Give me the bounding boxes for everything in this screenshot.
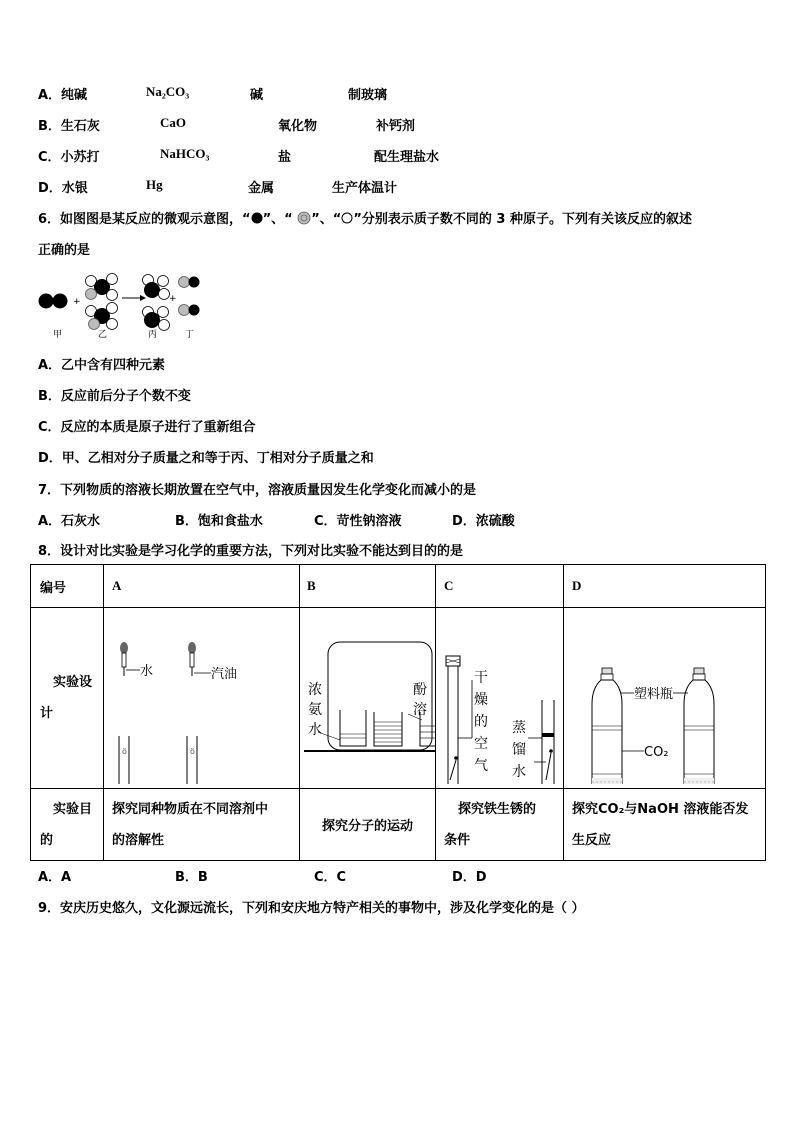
option-use: 制玻璃 [348,88,388,103]
option-label: A．纯碱 [38,88,88,103]
gray-atom-icon [297,211,311,225]
q6-stem-line2: 正确的是 [38,243,91,258]
option-category: 碱 [250,88,264,103]
option-label: D．水银 [38,181,88,196]
q8-option-b: B．B [175,870,208,885]
label-ding: 丁 [185,330,195,340]
plus-icon: + [169,294,177,304]
diagram-b [300,608,435,784]
test-tube-icon [187,736,197,784]
design-label [31,667,103,729]
label-line: 的 [40,832,54,848]
q6-stem-line1 [38,208,692,227]
table-row-design [31,608,766,789]
header-cell-number: 编号 [40,580,67,596]
black-atom-icon [251,212,263,224]
white-atom-icon [341,212,353,224]
q7-option-c: C．苛性钠溶液 [314,514,402,529]
purpose-line: 生反应 [572,832,612,848]
experiment-table [30,564,766,861]
label-distilled-water: 水 [512,764,526,780]
label-co2: CO₂ [644,745,669,760]
label-ammonia: 水 [308,722,322,738]
label-gasoline: 汽油 [211,667,238,682]
option-use: 补钙剂 [376,119,416,134]
option-formula: CaO [160,115,186,130]
q8-option-a: A．A [38,870,72,885]
reaction-diagram [36,268,216,340]
option-label: B．生石灰 [38,119,100,134]
option-formula: Na₂CO₃ [146,84,190,99]
svg-text:ö: ö [122,747,127,756]
label-dry-air: 空 [474,736,488,752]
label-phenolphthalein: 酚 [413,682,427,698]
label-ammonia: 浓 [308,682,322,698]
purpose-line: 探究CO₂与NaOH 溶液能否发 [572,801,749,817]
label-dry-air: 燥 [474,692,488,708]
molecule-ding [179,277,200,316]
q9-stem: 9．安庆历史悠久，文化源远流长，下列和安庆地方特产相关的事物中，涉及化学变化的是（ ） [38,901,585,916]
label-dry-air: 干 [474,670,488,686]
dropper-icon [188,642,196,676]
q6-option-b: B．反应前后分子个数不变 [38,389,191,404]
reaction-arrow-icon [122,295,146,301]
label-line: 实验设 [53,675,93,690]
beaker-icon [340,710,366,746]
diagram-c [436,608,563,784]
plastic-bottle-icon [684,668,714,784]
option-label: C．小苏打 [38,150,100,165]
option-category: 盐 [278,150,292,165]
purpose-a [104,794,299,856]
header-cell-d: D [572,578,582,593]
label-jia: 甲 [53,330,63,340]
dropper-icon [120,642,128,676]
label-line: 计 [40,706,54,721]
label-ammonia: 氨 [308,702,322,718]
table-header-row [31,565,766,608]
header-cell-a: A [112,578,122,593]
option-category: 金属 [248,181,275,196]
q7-stem: 7．下列物质的溶液长期放置在空气中，溶液质量因发生化学变化而减小的是 [38,483,477,498]
beaker-icon [374,712,402,746]
q6-option-d: D．甲、乙相对分子质量之和等于丙、丁相对分子质量之和 [38,451,374,466]
purpose-line: 条件 [444,832,471,848]
q8-option-c: C．C [314,870,347,885]
option-category: 氧化物 [278,119,318,134]
label-phenolphthalein: 溶 [413,702,427,718]
stem-text: ”分别表示质子数不同的 3 种原子。下列有关该反应的叙述 [353,212,692,227]
option-formula: NaHCO₃ [160,146,210,161]
test-tube-icon [542,700,554,784]
purpose-d [564,794,765,856]
stem-text: ”、“ [311,212,342,227]
diagram-d [564,608,765,784]
q6-option-a: A．乙中含有四种元素 [38,358,166,373]
q7-option-b: B．饱和食盐水 [175,514,263,529]
molecule-jia [39,294,68,309]
molecule-yi [86,274,118,330]
label-distilled-water: 蒸 [512,720,526,736]
stem-text: 6．如图图是某反应的微观示意图，“ [38,212,251,227]
header-cell-c: C [444,578,454,593]
option-use: 生产体温计 [332,181,398,196]
label-distilled-water: 馏 [512,742,526,758]
label-water: 水 [140,664,154,679]
diagram-a [104,608,299,784]
test-tube-icon [446,656,460,784]
purpose-b: 探究分子的运动 [322,819,414,834]
label-bing: 丙 [148,330,158,340]
q8-option-d: D．D [452,870,487,885]
label-dry-air: 的 [474,714,488,730]
header-cell-b: B [307,578,316,593]
purpose-line: 探究铁生锈的 [458,801,537,817]
plus-icon: + [73,297,81,307]
q6-option-c: C．反应的本质是原子进行了重新组合 [38,420,256,435]
label-line: 实验目 [53,801,93,817]
test-tube-icon [119,736,129,784]
label-dry-air: 气 [474,758,488,774]
stem-text: ”、“ [262,212,298,227]
option-use: 配生理盐水 [374,150,440,165]
label-plastic-bottle: 塑料瓶 [634,687,674,702]
table-row-purpose [31,789,766,861]
q5-option-a [38,84,87,103]
q7-option-a: A．石灰水 [38,514,101,529]
molecule-bing [143,275,170,331]
purpose-label [31,794,103,856]
option-formula: Hg [146,177,163,192]
q8-stem: 8．设计对比实验是学习化学的重要方法，下列对比实验不能达到目的的是 [38,544,464,559]
purpose-line: 探究同种物质在不同溶剂中 [112,801,269,817]
label-yi: 乙 [98,330,108,340]
purpose-c [436,794,563,856]
svg-text:ö: ö [190,747,195,756]
purpose-line: 的溶解性 [112,832,165,848]
plastic-bottle-icon [592,668,622,784]
q7-option-d: D．浓硫酸 [452,514,515,529]
